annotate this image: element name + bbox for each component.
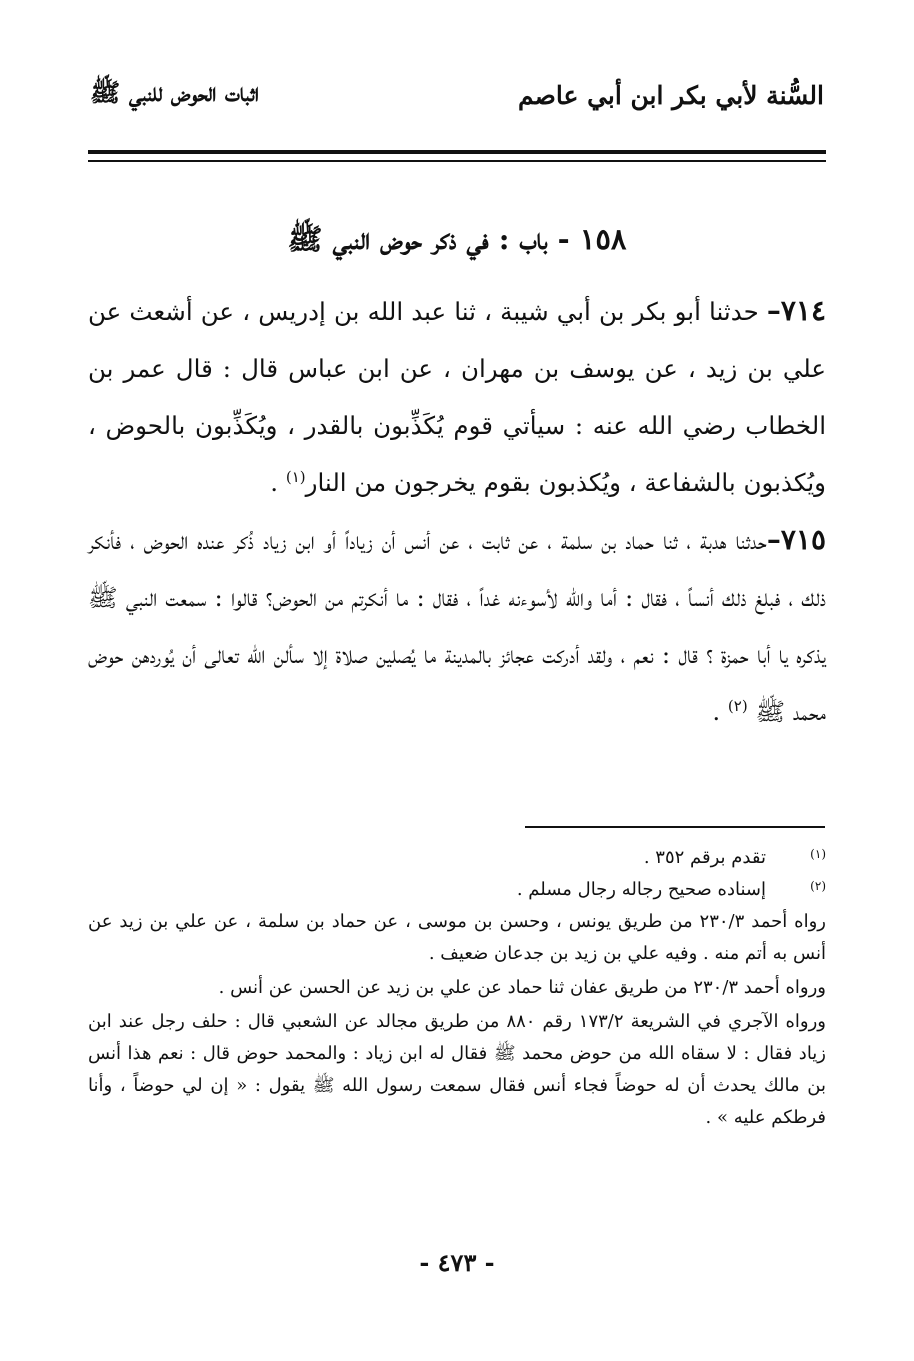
header-rule-thick — [88, 150, 826, 154]
hadith-714 — [88, 282, 826, 511]
running-header — [90, 70, 824, 120]
chapter-title: ١٥٨ - باب : في ذكر حوض النبي ﷺ — [287, 222, 627, 256]
footnote-text: تقدم برقم ٣٥٢ . — [643, 847, 766, 868]
hadith-number: ٧١٤– — [766, 294, 826, 327]
footnote-note: ورواه الآجري في الشريعة ١٧٣/٢ رقم ٨٨٠ من طريق مجالد عن الشعبي قال : حلف رجل عند ابن زياد فقال : لا سقاه الله من حوض محمد ﷺ فقال له ابن زياد : والمحمد حوض قال : نعم هذا أنس بن مالك يحدث أن له حوضاً فجاء أنس فقال سمعت رسول الله ﷺ يقول : « إن لي حوضاً ، وأنا فرطكم عليه » . — [88, 1011, 826, 1128]
footnote-ref: (٢) — [727, 696, 748, 715]
hadith-number: ٧١٥– — [766, 523, 826, 556]
footnote-rule — [525, 826, 825, 828]
footnote-item — [88, 842, 826, 874]
header-rule-thin — [88, 160, 826, 162]
hadith-715 — [88, 511, 826, 740]
hadith-text: حدثنا أبو بكر بن أبي شيبة ، ثنا عبد الله بن إدريس ، عن أشعث عن علي بن زيد ، عن يوسف بن مهران ، عن ابن عباس قال : قال عمر بن الخطاب رضي الله عنه : سيأتي قوم يُكَذِّبون بالقدر ، ويُكَذِّبون بالحوض ، ويُكذبون بالشفاعة ، ويُكذبون بقوم يخرجون من النار — [88, 297, 826, 497]
footnotes — [88, 842, 826, 1136]
footnote-mark: (٢) — [810, 879, 826, 893]
hadith-text: حدثنا هدبة ، ثنا حماد بن سلمة ، عن ثابت ، عن أنس أن زياداً أو ابن زياد ذُكر عنده الحوض ، فأنكر ذلك ، فبلغ ذلك أنساً ، فقال : أما والله لأسوءنه غداً ، فقال : ما أنكرتم من الحوض؟ قالوا : سمعت النبي ﷺ يذكره يا أبا حمزة ؟ قال : نعم ، ولقد أدركت عجائز بالمدينة ما يُصلين صلاة إلا سألن الله تعالى أن يُوردهن حوض محمد ﷺ — [88, 526, 826, 726]
page-number: - ٤٧٣ - — [419, 1248, 495, 1277]
footnote-note: رواه أحمد ٢٣٠/٣ من طريق يونس ، وحسن بن موسى ، عن حماد بن سلمة ، عن علي بن زيد عن أنس به أتم منه . وفيه علي بن زيد بن جدعان ضعيف . — [88, 911, 827, 964]
book-title: السُّنة لأبي بكر ابن أبي عاصم — [517, 80, 824, 110]
hadith-ending: . — [712, 697, 728, 726]
footnote-mark: (١) — [810, 847, 826, 861]
main-text — [88, 282, 826, 740]
footnote-text: إسناده صحيح رجاله رجال مسلم . — [516, 879, 766, 900]
footnote-note: ورواه أحمد ٢٣٠/٣ من طريق عفان ثنا حماد عن علي بن زيد عن الحسن عن أنس . — [218, 977, 826, 998]
section-title: اثبات الحوض للنبي ﷺ — [90, 77, 259, 107]
hadith-ending: . — [270, 468, 286, 497]
footnote-item — [88, 874, 826, 906]
footnote-ref: (١) — [285, 467, 306, 486]
